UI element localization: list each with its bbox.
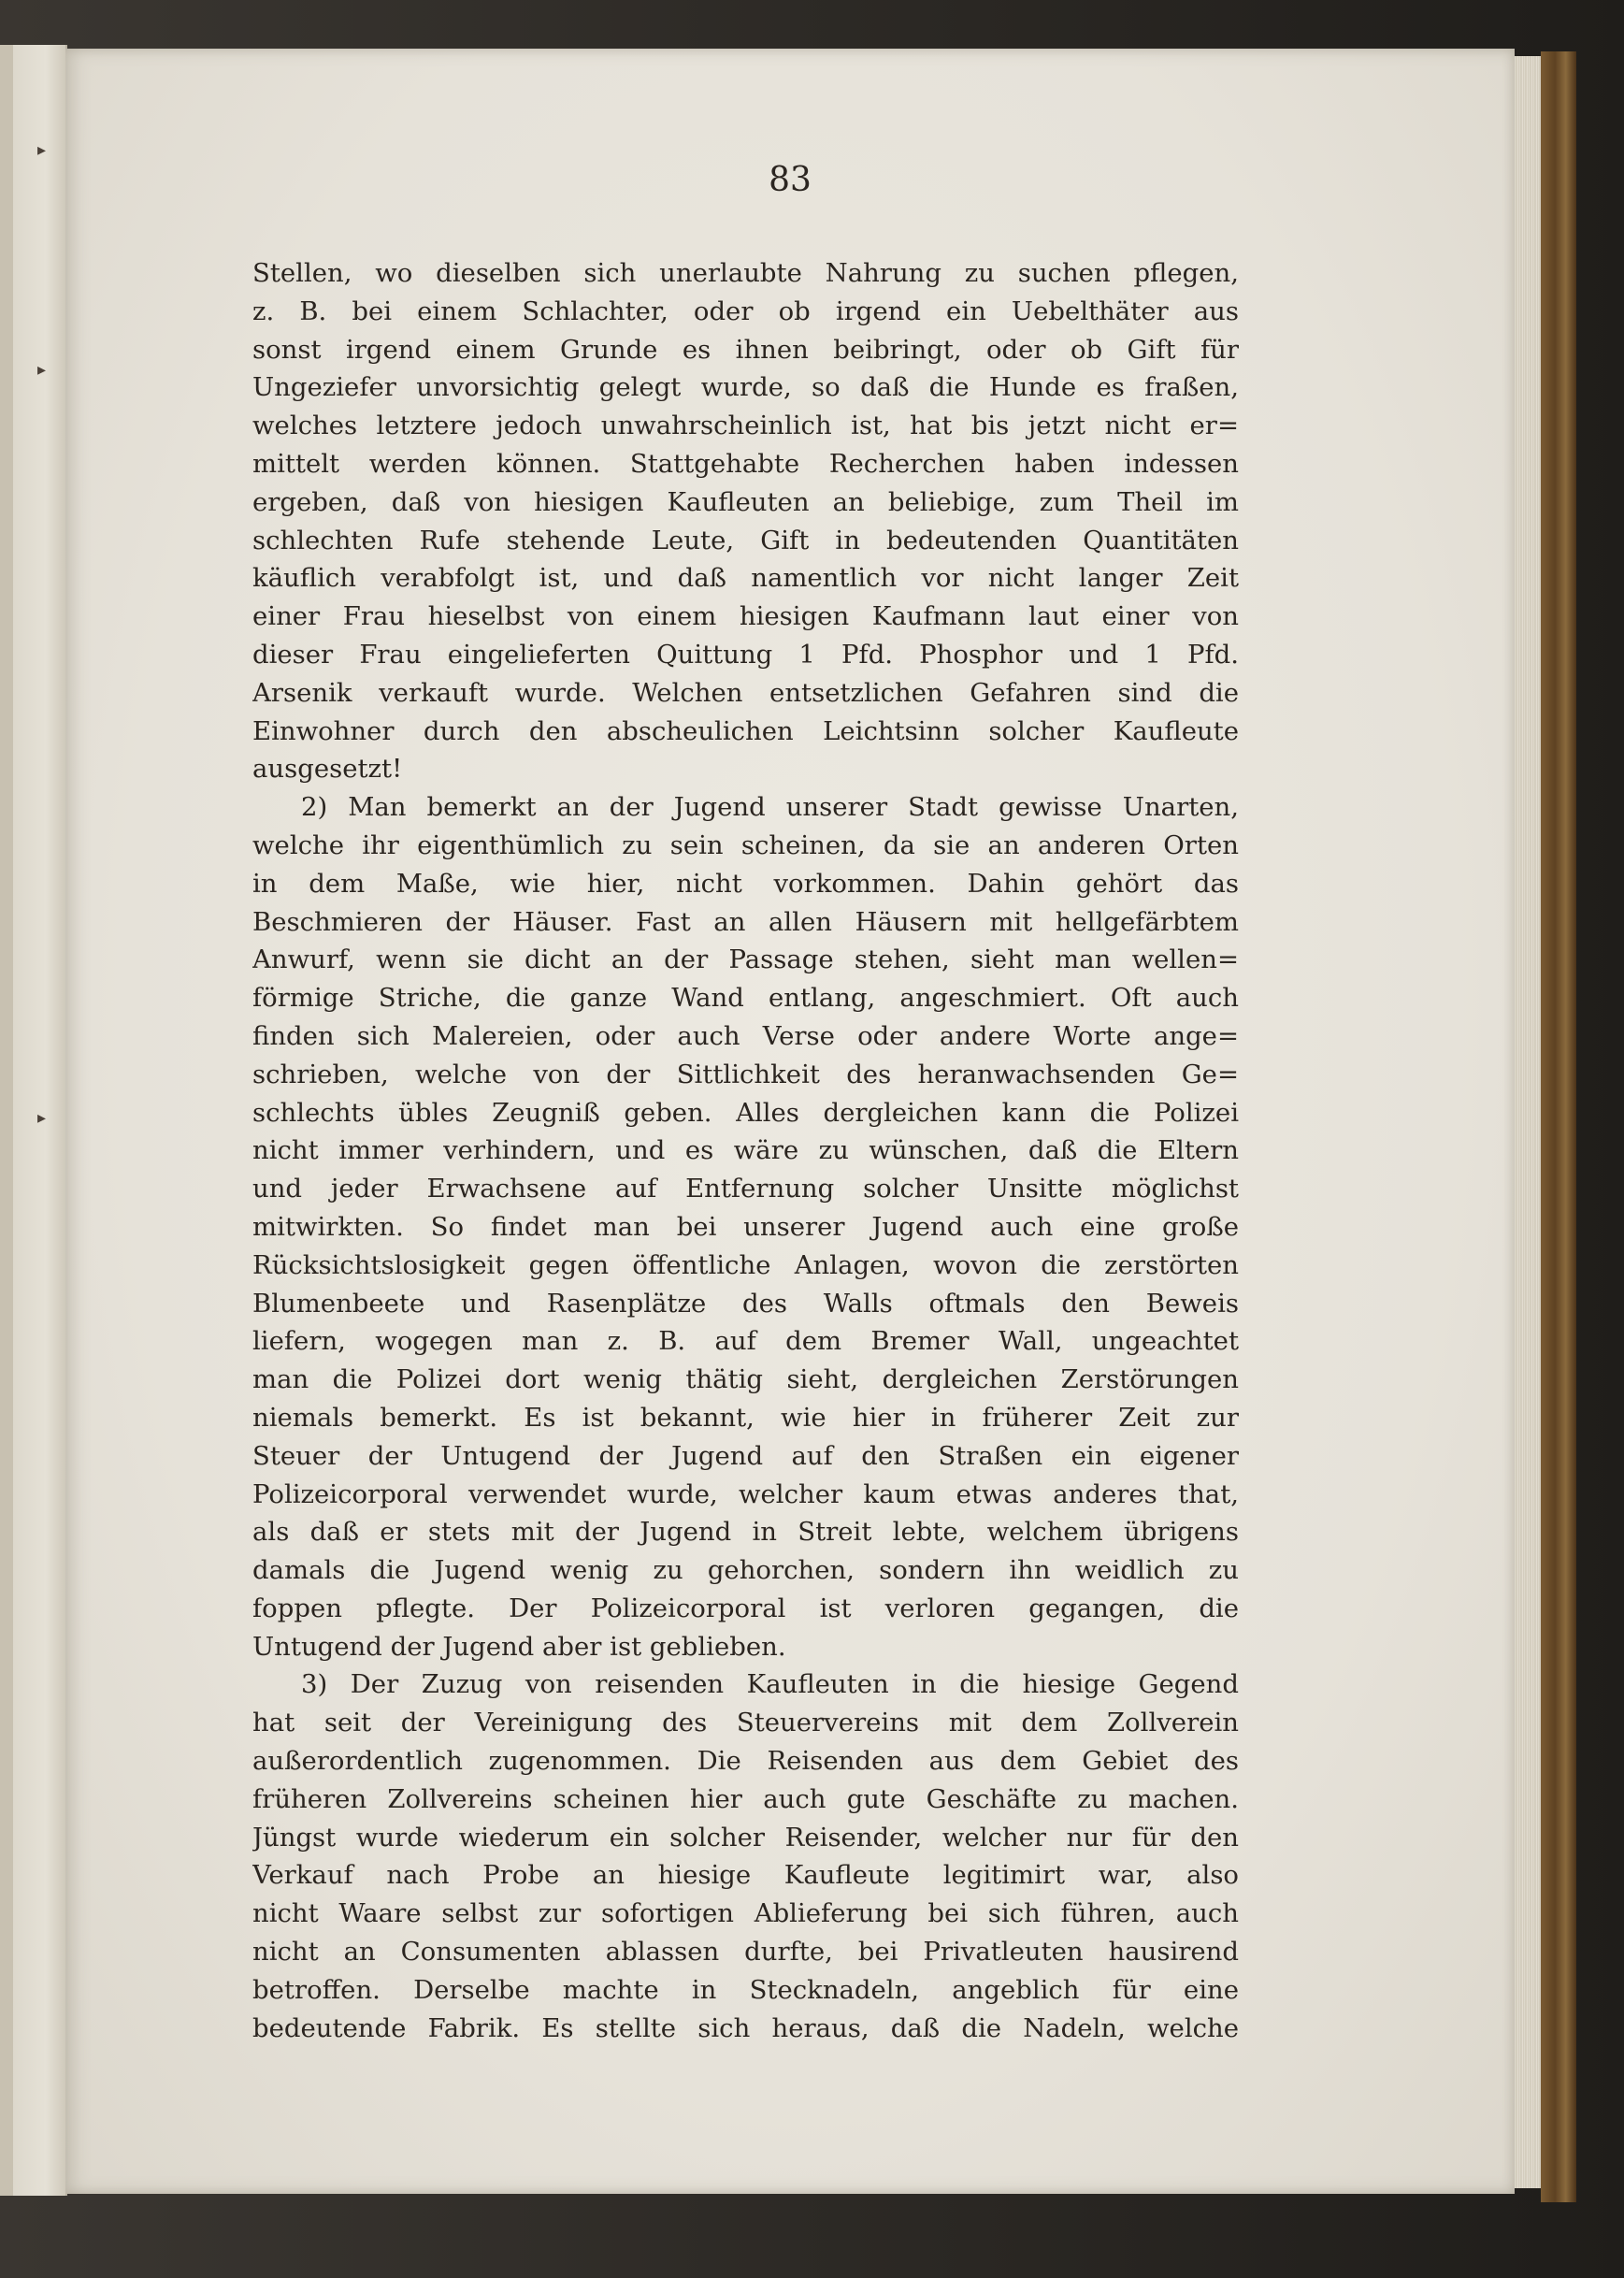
page-number: 83 — [769, 161, 812, 199]
text-line: Ungeziefer unvorsichtig gelegt wurde, so daß die Hunde es fraßen, — [252, 372, 1239, 403]
text-line: finden sich Malereien, oder auch Verse oder andere Worte ange= — [252, 1020, 1239, 1051]
text-line: bedeutende Fabrik. Es stellte sich heraus, daß die Nadeln, welche — [252, 2012, 1239, 2043]
text-line: nicht an Consumenten ablassen durfte, bei Privatleuten hausirend — [252, 1937, 1239, 1968]
text-line: Beschmieren der Häuser. Fast an allen Häusern mit hellgefärbtem — [252, 906, 1239, 937]
text-line: 2) Man bemerkt an der Jugend unserer Stadt gewisse Unarten, — [301, 792, 1239, 823]
text-line: Rücksichtslosigkeit gegen öffentliche Anlagen, wovon die zerstörten — [252, 1249, 1239, 1280]
text-line: außerordentlich zugenommen. Die Reisenden aus dem Gebiet des — [252, 1746, 1239, 1777]
text-line: Polizeicorporal verwendet wurde, welcher kaum etwas anderes that, — [252, 1478, 1239, 1509]
text-line: ausgesetzt! — [252, 754, 403, 785]
text-line: als daß er stets mit der Jugend in Streit lebte, welchem übrigens — [252, 1517, 1239, 1548]
text-line: Blumenbeete und Rasenplätze des Walls oftmals den Beweis — [252, 1288, 1239, 1319]
text-line: nicht Waare selbst zur sofortigen Ablieferung bei sich führen, auch — [252, 1898, 1239, 1929]
text-line: hat seit der Vereinigung des Steuervereins mit dem Zollverein — [252, 1708, 1239, 1738]
text-line: in dem Maße, wie hier, nicht vorkommen. Dahin gehört das — [252, 868, 1239, 899]
margin-mark: ▸ — [37, 140, 47, 160]
text-line: niemals bemerkt. Es ist bekannt, wie hier in früherer Zeit zur — [252, 1402, 1239, 1433]
text-line: ergeben, daß von hiesigen Kaufleuten an beliebige, zum Theil im — [252, 486, 1239, 517]
text-line: früheren Zollvereins scheinen hier auch gute Geschäfte zu machen. — [252, 1783, 1239, 1814]
text-line: dieser Frau eingelieferten Quittung 1 Pfd. Phosphor und 1 Pfd. — [252, 639, 1239, 670]
text-line: Einwohner durch den abscheulichen Leichtsinn solcher Kaufleute — [252, 715, 1239, 746]
text-line: nicht immer verhindern, und es wäre zu wünschen, daß die Eltern — [252, 1135, 1239, 1166]
text-line: man die Polizei dort wenig thätig sieht, dergleichen Zerstörungen — [252, 1364, 1239, 1395]
text-line: und jeder Erwachsene auf Entfernung solcher Unsitte möglichst — [252, 1174, 1239, 1204]
facing-page-gutter — [0, 45, 13, 2196]
text-line: welches letztere jedoch unwahrscheinlich ist, hat bis jetzt nicht er= — [252, 411, 1239, 441]
text-line: Jüngst wurde wiederum ein solcher Reisender, welcher nur für den — [252, 1822, 1239, 1853]
text-line: Untugend der Jugend aber ist geblieben. — [252, 1631, 786, 1662]
text-line: foppen pflegte. Der Polizeicorporal ist verloren gegangen, die — [252, 1593, 1239, 1623]
text-line: sonst irgend einem Grunde es ihnen beibringt, oder ob Gift für — [252, 334, 1239, 365]
margin-mark: ▸ — [37, 360, 47, 380]
text-line: Verkauf nach Probe an hiesige Kaufleute legitimirt war, also — [252, 1860, 1239, 1891]
text-line: käuflich verabfolgt ist, und daß namentlich vor nicht langer Zeit — [252, 563, 1239, 594]
text-line: z. B. bei einem Schlachter, oder ob irgend ein Uebelthäter aus — [252, 296, 1239, 326]
text-line: schlechten Rufe stehende Leute, Gift in bedeutenden Quantitäten — [252, 525, 1239, 555]
text-line: welche ihr eigenthümlich zu sein scheinen, da sie an anderen Orten — [252, 829, 1239, 860]
text-line: Stellen, wo dieselben sich unerlaubte Nahrung zu suchen pflegen, — [252, 258, 1239, 288]
text-line: liefern, wogegen man z. B. auf dem Bremer Wall, ungeachtet — [252, 1326, 1239, 1357]
text-line: Steuer der Untugend der Jugend auf den Straßen ein eigener — [252, 1440, 1239, 1471]
text-line: einer Frau hieselbst von einem hiesigen Kaufmann laut einer von — [252, 601, 1239, 632]
text-line: mitwirkten. So findet man bei unserer Jugend auch eine große — [252, 1211, 1239, 1242]
text-line: betroffen. Derselbe machte in Stecknadeln, angeblich für eine — [252, 1974, 1239, 2005]
text-line: schlechts übles Zeugniß geben. Alles dergleichen kann die Polizei — [252, 1097, 1239, 1128]
page-block-edges — [1515, 56, 1541, 2188]
text-line: schrieben, welche von der Sittlichkeit des heranwachsenden Ge= — [252, 1059, 1239, 1089]
text-line: Anwurf, wenn sie dicht an der Passage stehen, sieht man wellen= — [252, 944, 1239, 975]
text-line: 3) Der Zuzug von reisenden Kaufleuten in die hiesige Gegend — [301, 1669, 1239, 1700]
margin-mark: ▸ — [37, 1108, 47, 1128]
marbled-cover-edge — [1541, 51, 1576, 2202]
text-line: damals die Jugend wenig zu gehorchen, sondern ihn weidlich zu — [252, 1555, 1239, 1586]
text-line: Arsenik verkauft wurde. Welchen entsetzlichen Gefahren sind die — [252, 677, 1239, 708]
text-line: förmige Striche, die ganze Wand entlang, angeschmiert. Oft auch — [252, 983, 1239, 1014]
text-line: mittelt werden können. Stattgehabte Recherchen haben indessen — [252, 448, 1239, 479]
body-text — [252, 254, 1239, 2047]
